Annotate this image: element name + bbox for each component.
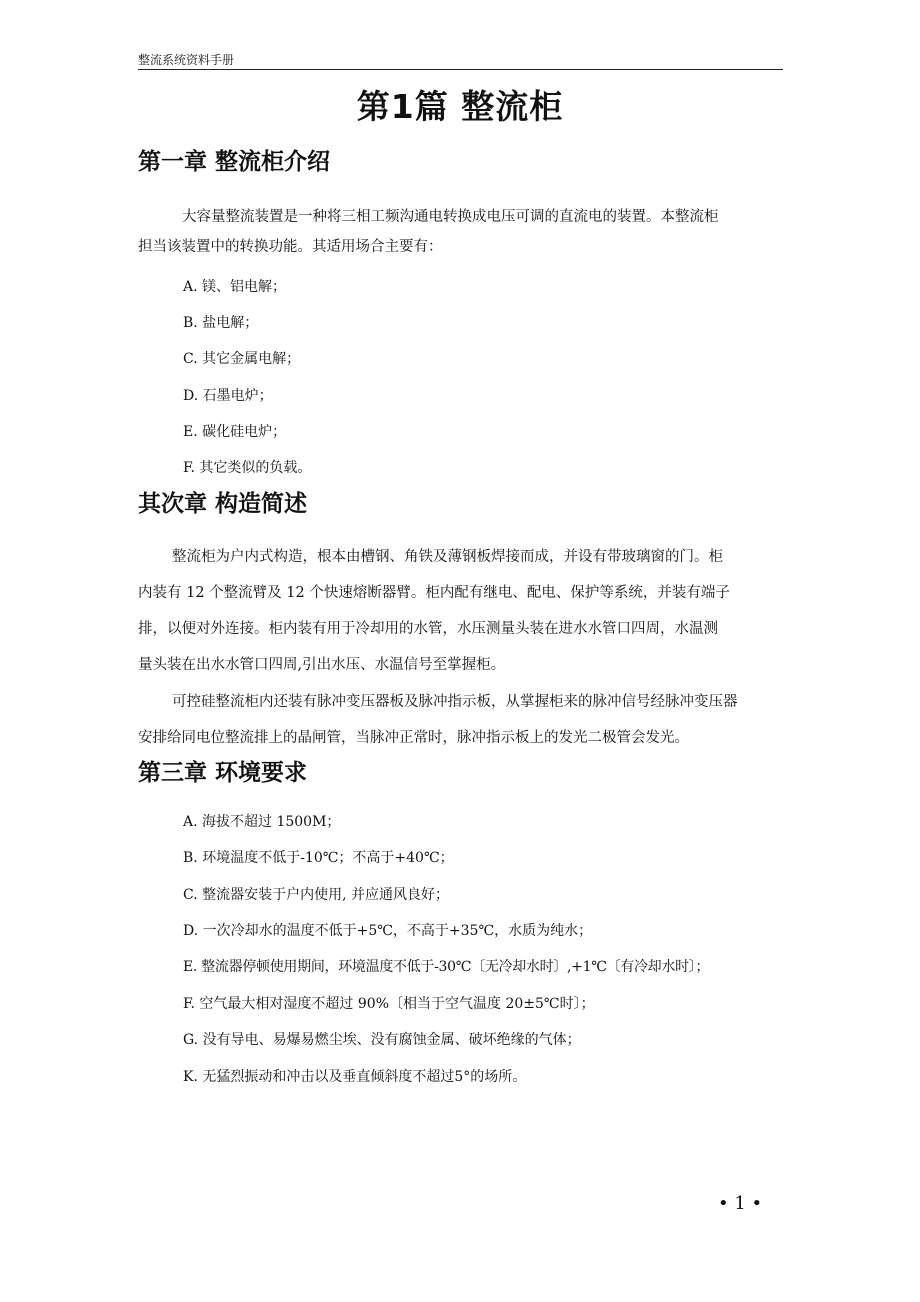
list-item: B. 环境温度不低于-10℃；不高于+40℃； (183, 850, 454, 866)
list-item: E. 碳化硅电炉； (183, 424, 287, 440)
paragraph-line: 大容量整流装置是一种将三相工频沟通电转换成电压可调的直流电的装置。本整流柜 (182, 209, 719, 225)
paragraph-line: 担当该装置中的转换功能。其适用场合主要有： (138, 239, 443, 255)
paragraph-line: 排，以便对外连接。柜内装有用于冷却用的水管，水压测量头装在进水水管口四周，水温测 (138, 621, 718, 637)
list-item: B. 盐电解； (183, 315, 259, 331)
paragraph-line: 整流柜为户内式构造，根本由槽钢、角铁及薄钢板焊接而成，并设有带玻璃窗的门。柜 (172, 549, 723, 565)
list-item: K. 无猛烈振动和冲击以及垂直倾斜度不超过5°的场所。 (183, 1069, 527, 1085)
list-item: D. 一次冷却水的温度不低于+5℃，不高于+35℃，水质为纯水； (183, 923, 593, 939)
chapter-2-heading: 其次章 构造简述 (138, 491, 308, 517)
page-header: 整流系统资料手册 (138, 52, 783, 70)
list-item: G. 没有导电、易爆易燃尘埃、没有腐蚀金属、破坏绝缘的气体； (183, 1032, 581, 1048)
page-number: • 1 • (718, 1193, 763, 1214)
list-item: F. 空气最大相对湿度不超过 90%〔相当于空气温度 20±5℃时〕； (183, 996, 595, 1012)
chapter-1-intro (138, 202, 788, 262)
list-item: A. 镁、铝电解； (183, 279, 287, 295)
paragraph-line: 可控硅整流柜内还装有脉冲变压器板及脉冲指示板，从掌握柜来的脉冲信号经脉冲变压器 (172, 694, 738, 710)
part-title: 第1篇 整流柜 (356, 87, 564, 126)
chapter-3-heading: 第三章 环境要求 (138, 760, 308, 786)
list-item: E. 整流器停顿使用期间，环境温度不低于-30℃〔无冷却水时〕,+1℃〔有冷却水时〕； (183, 959, 710, 975)
chapter-1-heading: 第一章 整流柜介绍 (138, 149, 331, 175)
list-item: C. 其它金属电解； (183, 351, 301, 367)
list-item: A. 海拔不超过 1500M； (183, 814, 341, 830)
paragraph-line: 量头装在出水水管口四周,引出水压、水温信号至掌握柜。 (138, 657, 506, 673)
list-item: D. 石墨电炉； (183, 388, 273, 404)
chapter-2-paragraph-2 (138, 684, 788, 756)
list-item: F. 其它类似的负载。 (183, 460, 312, 476)
paragraph-line: 内装有 12 个整流臂及 12 个快速熔断器臂。柜内配有继电、配电、保护等系统，并装有端子 (138, 585, 730, 601)
paragraph-line: 安排给同电位整流排上的晶闸管，当脉冲正常时，脉冲指示板上的发光二极管会发光。 (138, 730, 689, 746)
list-item: C. 整流器安装于户内使用, 并应通风良好； (183, 887, 450, 903)
chapter-2-paragraph-1 (138, 539, 788, 683)
